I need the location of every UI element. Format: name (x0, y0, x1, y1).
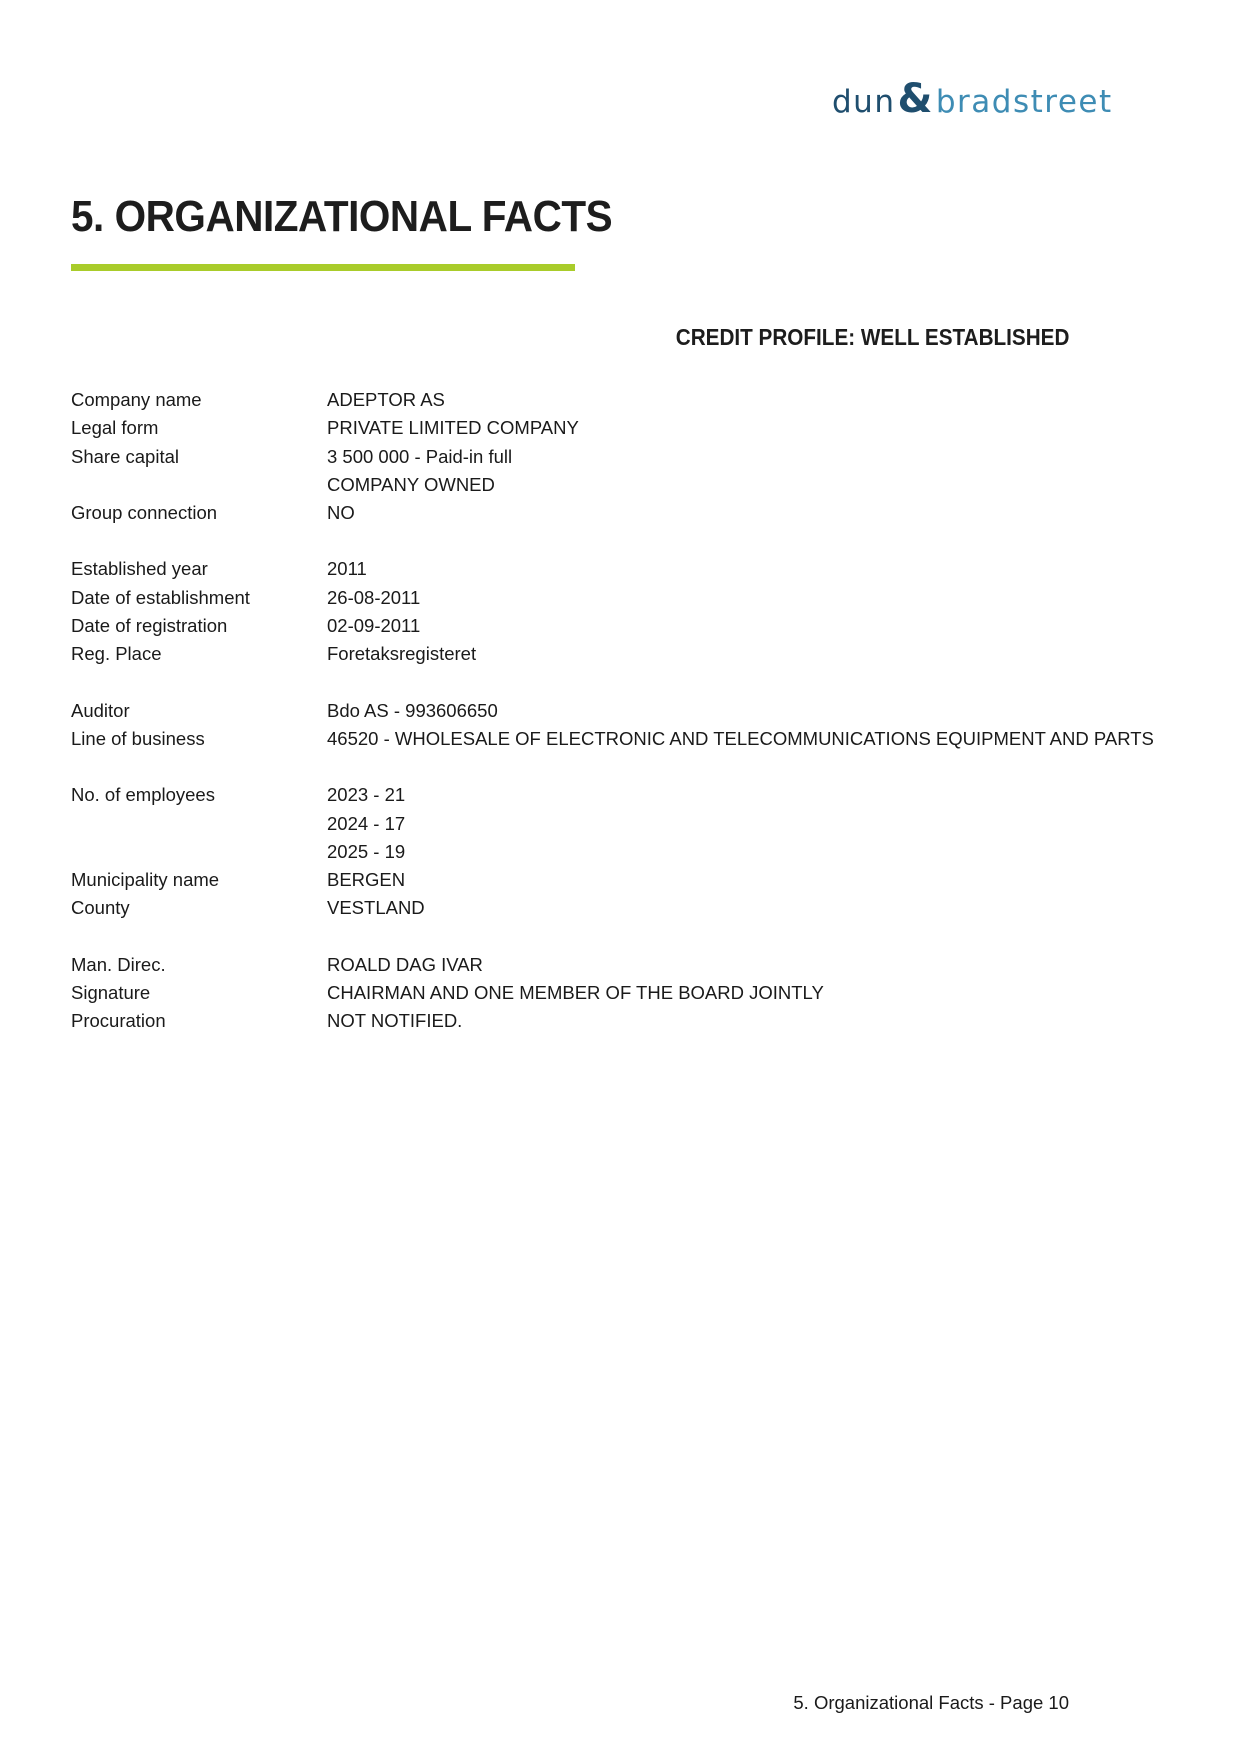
fact-label: Share capital (71, 445, 179, 467)
fact-value: NOT NOTIFIED. (327, 1010, 463, 1032)
fact-row-signature (71, 979, 1191, 1007)
fact-row-municipality (71, 866, 1191, 894)
organizational-facts-table (71, 386, 1191, 1036)
fact-row-employees-2023 (71, 781, 1191, 809)
fact-value: 46520 - WHOLESALE OF ELECTRONIC AND TELECOMMUNICATIONS EQUIPMENT AND PARTS (327, 727, 1154, 749)
credit-profile-heading: CREDIT PROFILE: WELL ESTABLISHED (675, 324, 1069, 350)
fact-label (71, 838, 327, 866)
fact-value: Foretaksregisteret (327, 643, 477, 665)
fact-label: Reg. Place (71, 643, 162, 665)
page-footer: 5. Organizational Facts - Page 10 (793, 1692, 1069, 1713)
fact-label: Date of establishment (71, 586, 250, 608)
fact-value: 2011 (327, 558, 367, 580)
fact-row-employees-2025 (71, 838, 1191, 866)
fact-row-share-capital (71, 443, 1191, 471)
fact-row-managing-director (71, 951, 1191, 979)
fact-row-procuration (71, 1007, 1191, 1035)
fact-row-reg-place (71, 640, 1191, 668)
fact-row-employees-2024 (71, 810, 1191, 838)
fact-row-established-year (71, 555, 1191, 583)
fact-value: 3 500 000 - Paid-in full (327, 445, 513, 467)
fact-value: 26-08-2011 (327, 586, 421, 608)
fact-value: 2023 - 21 (327, 784, 406, 806)
fact-value: 2025 - 19 (327, 840, 406, 862)
fact-value: VESTLAND (327, 897, 425, 919)
fact-value: ROALD DAG IVAR (327, 953, 483, 975)
logo-text-dun: dun (832, 84, 896, 120)
fact-value: CHAIRMAN AND ONE MEMBER OF THE BOARD JOINTLY (327, 982, 824, 1004)
dun-bradstreet-logo (832, 76, 1113, 122)
logo-ampersand: & (897, 76, 934, 122)
fact-row-ownership (71, 471, 1191, 499)
fact-row-group-connection (71, 499, 1191, 527)
fact-label: No. of employees (71, 784, 215, 806)
logo-text-bradstreet: bradstreet (935, 84, 1113, 120)
fact-value: ADEPTOR AS (327, 389, 445, 410)
fact-row-line-of-business (71, 725, 1191, 753)
fact-value: 2024 - 17 (327, 812, 406, 834)
fact-row-date-of-registration (71, 612, 1191, 640)
fact-row-legal-form (71, 414, 1191, 442)
fact-label: Municipality name (71, 869, 220, 891)
fact-label: Line of business (71, 727, 205, 749)
fact-label: Signature (71, 982, 151, 1004)
fact-label: Man. Direc. (71, 953, 166, 975)
section-title: 5. ORGANIZATIONAL FACTS (71, 192, 613, 241)
fact-row-company-name (71, 386, 1191, 414)
fact-value: NO (327, 502, 355, 524)
fact-label: Company name (71, 389, 202, 410)
fact-label (71, 810, 327, 838)
fact-label: Group connection (71, 502, 218, 524)
fact-label: Established year (71, 558, 208, 580)
fact-label (71, 471, 327, 499)
fact-row-county (71, 894, 1191, 922)
fact-row-auditor (71, 697, 1191, 725)
title-underline (71, 264, 575, 271)
fact-label: Date of registration (71, 615, 228, 637)
fact-label: Legal form (71, 417, 159, 439)
fact-value: PRIVATE LIMITED COMPANY (327, 417, 579, 439)
fact-value: COMPANY OWNED (327, 473, 495, 495)
fact-value: BERGEN (327, 869, 406, 891)
fact-row-date-of-establishment (71, 584, 1191, 612)
fact-label: Auditor (71, 699, 130, 721)
fact-value: 02-09-2011 (327, 615, 421, 637)
fact-label: County (71, 897, 130, 919)
fact-value: Bdo AS - 993606650 (327, 699, 498, 721)
fact-label: Procuration (71, 1010, 166, 1032)
